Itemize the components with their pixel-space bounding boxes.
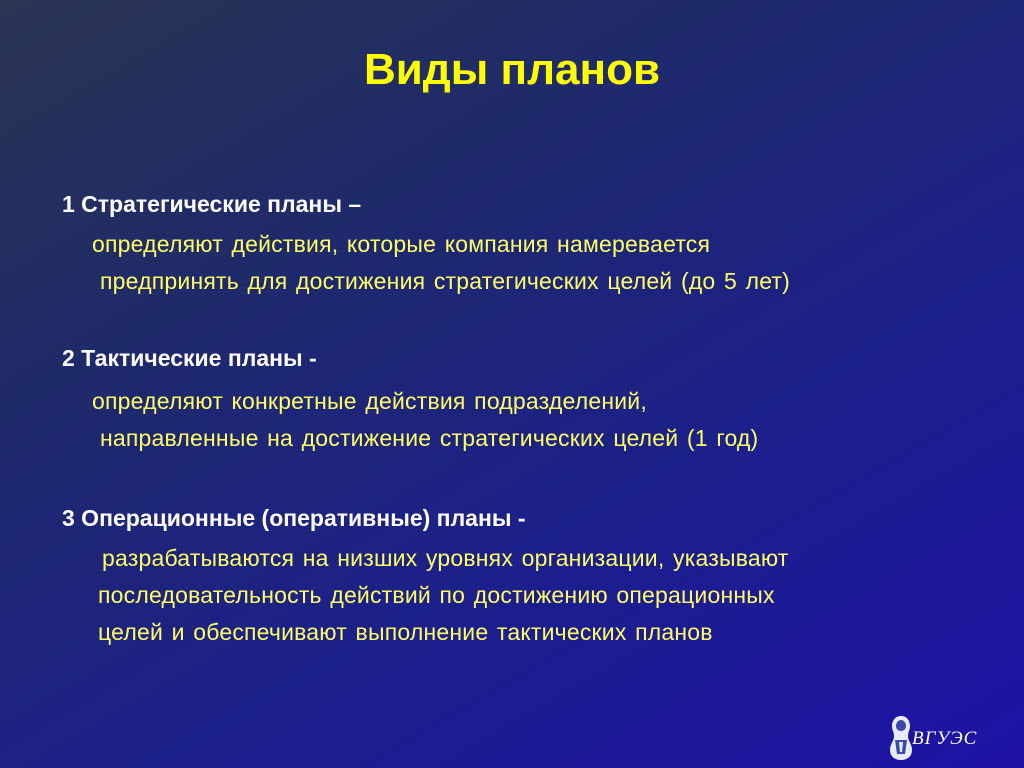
university-logo-text: ВГУЭС bbox=[912, 728, 978, 749]
university-logo bbox=[888, 712, 998, 762]
university-emblem-icon bbox=[888, 714, 914, 762]
description-line: предпринять для достижения стратегических целей (до 5 лет) bbox=[100, 268, 791, 294]
section-heading-operational: 3 Операционные (оперативные) планы - bbox=[62, 505, 526, 531]
section-description-tactical bbox=[92, 383, 758, 457]
section-heading-strategic: 1 Стратегические планы – bbox=[62, 191, 362, 217]
slide-title: Виды планов bbox=[363, 45, 661, 94]
description-line: разрабатываются на низших уровнях организации, указывают bbox=[102, 545, 789, 571]
description-line: направленные на достижение стратегических целей (1 год) bbox=[100, 425, 759, 451]
section-description-strategic bbox=[92, 226, 790, 300]
section-description-operational bbox=[98, 540, 789, 651]
description-line: определяют действия, которые компания намеревается bbox=[92, 231, 711, 257]
description-line: определяют конкретные действия подразделений, bbox=[92, 388, 647, 414]
description-line: целей и обеспечивают выполнение тактических планов bbox=[98, 619, 713, 645]
section-heading-tactical: 2 Тактические планы - bbox=[62, 345, 317, 371]
description-line: последовательность действий по достижению операционных bbox=[98, 582, 775, 608]
